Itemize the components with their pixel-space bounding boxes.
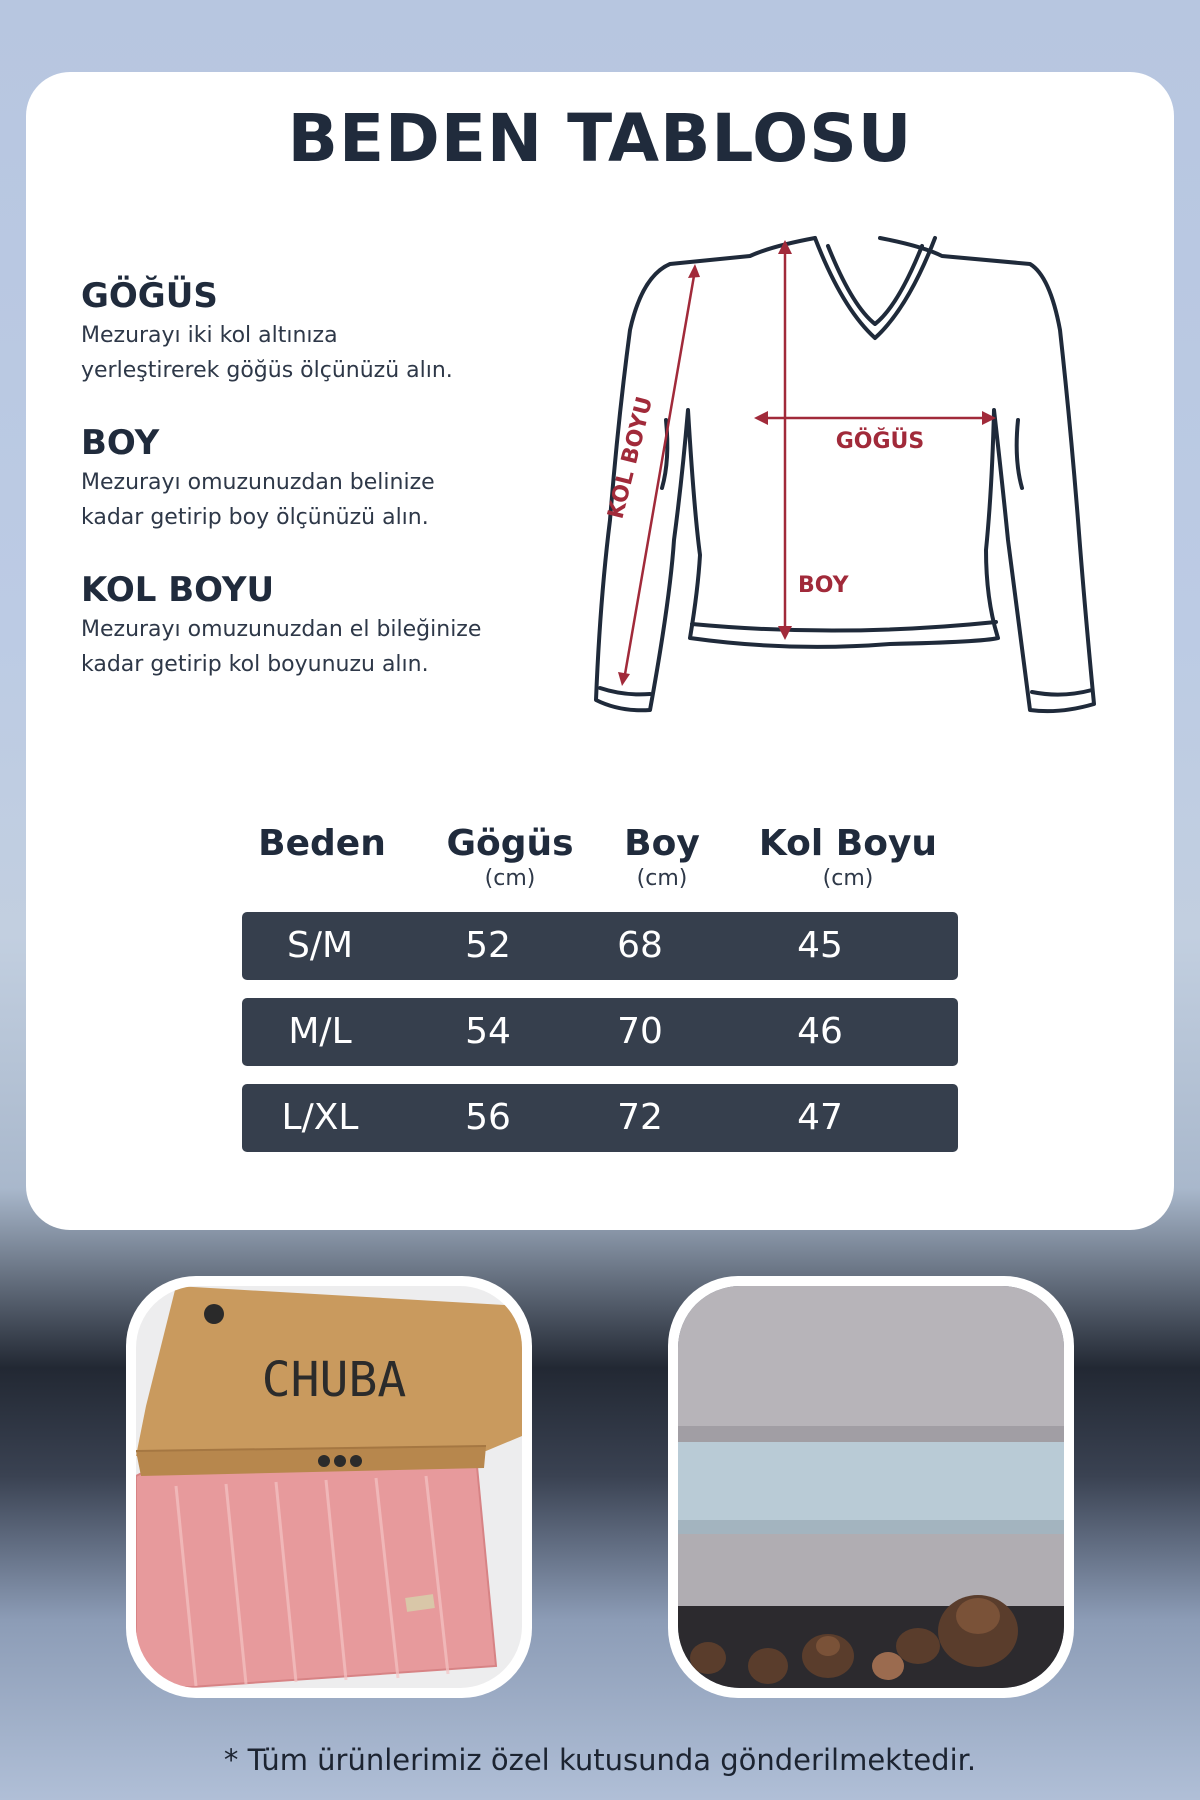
page-title: BEDEN TABLOSU [287, 100, 913, 177]
measurement-heading: KOL BOYU [81, 570, 275, 610]
table-row [242, 998, 958, 1066]
folded-sweaters-illustration-icon [678, 1286, 1064, 1688]
column-header-unit: (cm) [636, 866, 688, 891]
column-header-label: Kol Boyu [758, 823, 938, 864]
sleeve-cell: 46 [797, 1011, 843, 1052]
size-cell: S/M [286, 925, 354, 966]
measurement-length [81, 423, 601, 535]
measurement-sleeve [81, 570, 601, 682]
chest-cell: 54 [465, 1011, 511, 1052]
column-header-size [222, 822, 422, 866]
column-header-label: Boy [624, 823, 700, 864]
chest-cell: 56 [465, 1097, 511, 1138]
box-brand-label: CHUBA [261, 1352, 407, 1408]
size-cell: L/XL [281, 1097, 359, 1138]
sweater-diagram [590, 220, 1110, 730]
sweater-outline-icon [596, 238, 1094, 711]
measurement-chest [81, 276, 601, 388]
column-header-label: Gögüs [446, 823, 574, 864]
column-header-unit: (cm) [484, 866, 536, 891]
column-header-sleeve [728, 822, 968, 892]
measurement-arrows-icon [618, 240, 996, 686]
length-cell: 70 [617, 1011, 663, 1052]
table-row [242, 1084, 958, 1152]
sleeve-cell: 45 [797, 925, 843, 966]
length-label: BOY [798, 573, 849, 598]
column-header-unit: (cm) [822, 866, 874, 891]
shipping-note: * Tüm ürünlerimiz özel kutusunda gönderilmektedir. [223, 1743, 977, 1777]
size-table-header [0, 822, 1200, 902]
measurement-description: Mezurayı omuzunuzdan el bileğinize kadar getirip kol boyunuzu alın. [81, 617, 482, 677]
measurement-description: Mezurayı omuzunuzdan belinize kadar getirip boy ölçünüzü alın. [81, 470, 435, 530]
measurement-heading: GÖĞÜS [81, 276, 218, 316]
length-cell: 72 [617, 1097, 663, 1138]
measurement-description: Mezurayı iki kol altınıza yerleştirerek göğüs ölçünüzü alın. [81, 323, 453, 383]
length-cell: 68 [617, 925, 663, 966]
chest-label: GÖĞÜS [835, 429, 925, 454]
chest-cell: 52 [465, 925, 511, 966]
measurement-heading: BOY [81, 423, 160, 463]
table-row [242, 912, 958, 980]
size-cell: M/L [288, 1011, 352, 1052]
gift-box-photo [126, 1276, 532, 1698]
sleeve-label: KOL BOYU [603, 394, 659, 522]
sleeve-cell: 47 [797, 1097, 843, 1138]
column-header-label: Beden [258, 823, 386, 864]
gift-box-illustration-icon [136, 1286, 522, 1688]
folded-knitwear-photo [668, 1276, 1074, 1698]
